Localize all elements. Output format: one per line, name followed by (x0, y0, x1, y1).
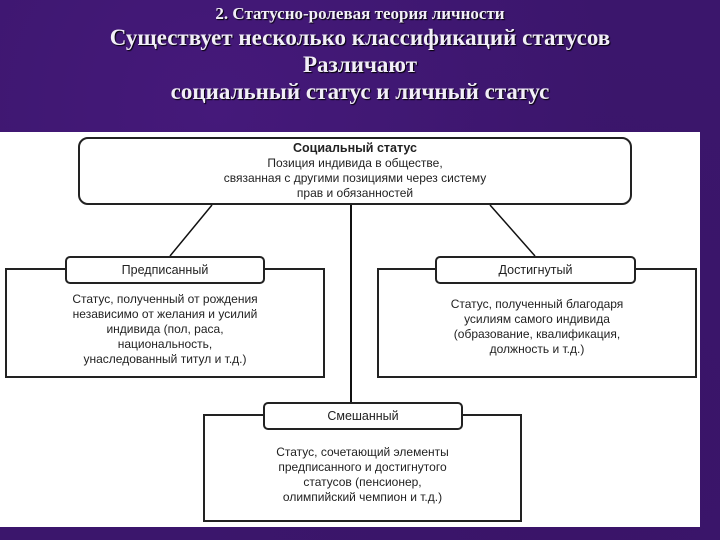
ascribed-line: индивида (пол, раса, (106, 321, 224, 336)
ascribed-line: унаследованный титул и т.д.) (83, 351, 247, 366)
social-status-box (78, 137, 632, 205)
mixed-line: предписанного и достигнутого (278, 460, 447, 474)
root-line: прав и обязанностей (296, 186, 414, 200)
ascribed-line: независимо от желания и усилий (72, 306, 258, 321)
root-line: Позиция индивида в обществе, (267, 156, 443, 170)
achieved-line: (образование, квалификация, (453, 327, 621, 341)
achieved-line: усилиям самого индивида (464, 312, 610, 326)
ascribed-line: Статус, полученный от рождения (72, 291, 258, 306)
slide-line-1: Существует несколько классификаций статусов (109, 25, 611, 50)
mixed-line: олимпийский чемпион и т.д.) (282, 490, 443, 504)
mixed-header: Смешанный (263, 402, 463, 430)
connector-root-ascribed (170, 205, 212, 256)
slide-heading: 2. Статусно-ролевая теория личности (215, 4, 505, 23)
slide-line-3: социальный статус и личный статус (170, 79, 550, 104)
ascribed-body (5, 268, 325, 378)
achieved-line: Статус, полученный благодаря (450, 297, 624, 311)
mixed-line: статусов (пенсионер, (303, 475, 422, 489)
ascribed-header: Предписанный (65, 256, 265, 284)
slide-line-2: Различают (303, 52, 417, 77)
ascribed-line: национальность, (117, 336, 213, 351)
root-line: связанная с другими позициями через систему (223, 171, 487, 185)
achieved-header: Достигнутый (435, 256, 636, 284)
mixed-line: Статус, сочетающий элементы (276, 445, 449, 459)
achieved-line: должность и т.д.) (489, 342, 585, 356)
connector-root-achieved (490, 205, 535, 256)
mixed-body (203, 414, 522, 522)
social-status-title: Социальный статус (292, 141, 418, 155)
achieved-body (377, 268, 697, 378)
